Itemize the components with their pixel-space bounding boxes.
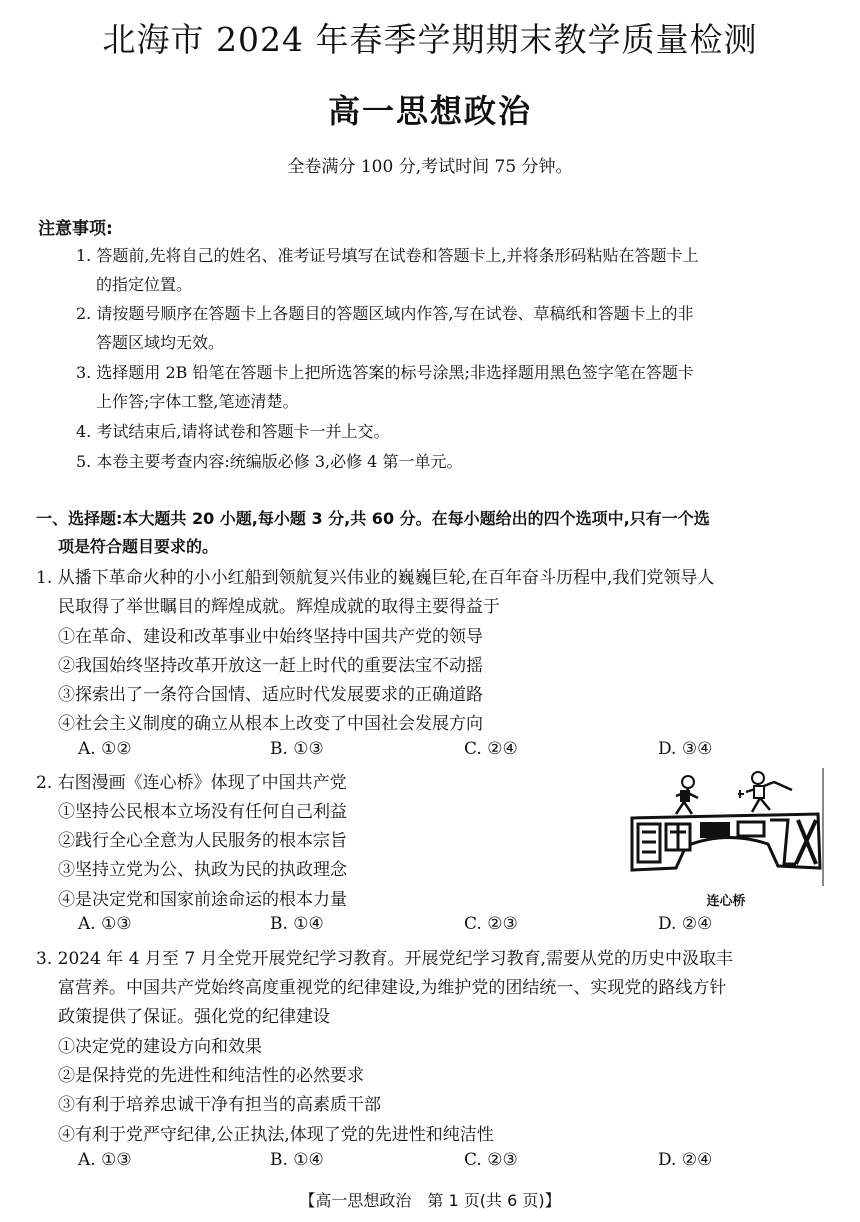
- q1-option-c: C. ②④: [464, 739, 518, 759]
- section-heading-cont: 项是符合题目要求的。: [58, 537, 219, 556]
- q2-option-a: A. ①③: [78, 914, 132, 934]
- q3-option-a: A. ①③: [78, 1150, 132, 1170]
- q1-option-b: B. ①③: [270, 739, 324, 759]
- score-note: 全卷满分 100 分,考试时间 75 分钟。: [287, 157, 573, 177]
- q3-statement-3: ③有利于培养忠诚干净有担当的高素质干部: [58, 1095, 381, 1115]
- q3-option-b: B. ①④: [270, 1150, 324, 1170]
- q2-option-c: C. ②③: [464, 914, 518, 934]
- q3-stem-cont: 政策提供了保证。强化党的纪律建设: [58, 1007, 330, 1027]
- notice-line: 4. 考试结束后,请将试卷和答题卡一并上交。: [76, 422, 390, 441]
- q2-statement-3: ③坚持立党为公、执政为民的执政理念: [58, 860, 347, 880]
- q1-statement-1: ①在革命、建设和改革事业中始终坚持中国共产党的领导: [58, 627, 483, 647]
- section-heading: 一、选择题:本大题共 20 小题,每小题 3 分,共 60 分。在每小题给出的四个选项中,只有一个选: [36, 509, 710, 528]
- q3-option-d: D. ②④: [658, 1150, 713, 1170]
- q2-option-b: B. ①④: [270, 914, 324, 934]
- q3-statement-4: ④有利于党严守纪律,公正执法,体现了党的先进性和纯洁性: [58, 1125, 494, 1145]
- q2-statement-2: ②践行全心全意为人民服务的根本宗旨: [58, 831, 347, 851]
- cartoon-image: [628, 768, 824, 886]
- notice-heading: 注意事项:: [38, 219, 113, 239]
- q1-statement-4: ④社会主义制度的确立从根本上改变了中国社会发展方向: [58, 714, 483, 734]
- q3-option-c: C. ②③: [464, 1150, 518, 1170]
- q3-stem-cont: 富营养。中国共产党始终高度重视党的纪律建设,为维护党的团结统一、实现党的路线方针: [58, 978, 727, 998]
- q2-option-d: D. ②④: [658, 914, 713, 934]
- page-footer: 【高一思想政治 第 1 页(共 6 页)】: [299, 1191, 561, 1210]
- q1-stem: 1. 从播下革命火种的小小红船到领航复兴伟业的巍巍巨轮,在百年奋斗历程中,我们党领导人: [36, 568, 715, 588]
- cartoon-caption: 连心桥: [706, 894, 746, 909]
- notice-line: 上作答;字体工整,笔迹清楚。: [96, 392, 299, 411]
- notice-line: 的指定位置。: [96, 275, 193, 294]
- q1-option-d: D. ③④: [658, 739, 713, 759]
- q2-statement-4: ④是决定党和国家前途命运的根本力量: [58, 890, 347, 910]
- q1-stem-cont: 民取得了举世瞩目的辉煌成就。辉煌成就的取得主要得益于: [58, 597, 500, 617]
- exam-title: 北海市 2024 年春季学期期末教学质量检测: [102, 20, 758, 59]
- q2-stem: 2. 右图漫画《连心桥》体现了中国共产党: [36, 773, 347, 793]
- q3-stem: 3. 2024 年 4 月至 7 月全党开展党纪学习教育。开展党纪学习教育,需要从党的历史中汲取丰: [36, 949, 733, 969]
- notice-line: 2. 请按题号顺序在答题卡上各题目的答题区域内作答,写在试卷、草稿纸和答题卡上的非: [76, 304, 694, 323]
- subject-title: 高一思想政治: [327, 92, 532, 130]
- q1-statement-2: ②我国始终坚持改革开放这一赶上时代的重要法宝不动摇: [58, 656, 483, 676]
- notice-line: 5. 本卷主要考查内容:统编版必修 3,必修 4 第一单元。: [76, 452, 463, 471]
- q1-option-a: A. ①②: [78, 739, 132, 759]
- q2-statement-1: ①坚持公民根本立场没有任何自己利益: [58, 802, 347, 822]
- q3-statement-1: ①决定党的建设方向和效果: [58, 1037, 262, 1057]
- notice-line: 3. 选择题用 2B 铅笔在答题卡上把所选答案的标号涂黑;非选择题用黑色签字笔在答题卡: [76, 363, 694, 382]
- notice-line: 答题区域均无效。: [96, 333, 225, 352]
- q1-statement-3: ③探索出了一条符合国情、适应时代发展要求的正确道路: [58, 685, 483, 705]
- notice-line: 1. 答题前,先将自己的姓名、准考证号填写在试卷和答题卡上,并将条形码粘贴在答题卡上: [76, 246, 699, 265]
- q3-statement-2: ②是保持党的先进性和纯洁性的必然要求: [58, 1066, 364, 1086]
